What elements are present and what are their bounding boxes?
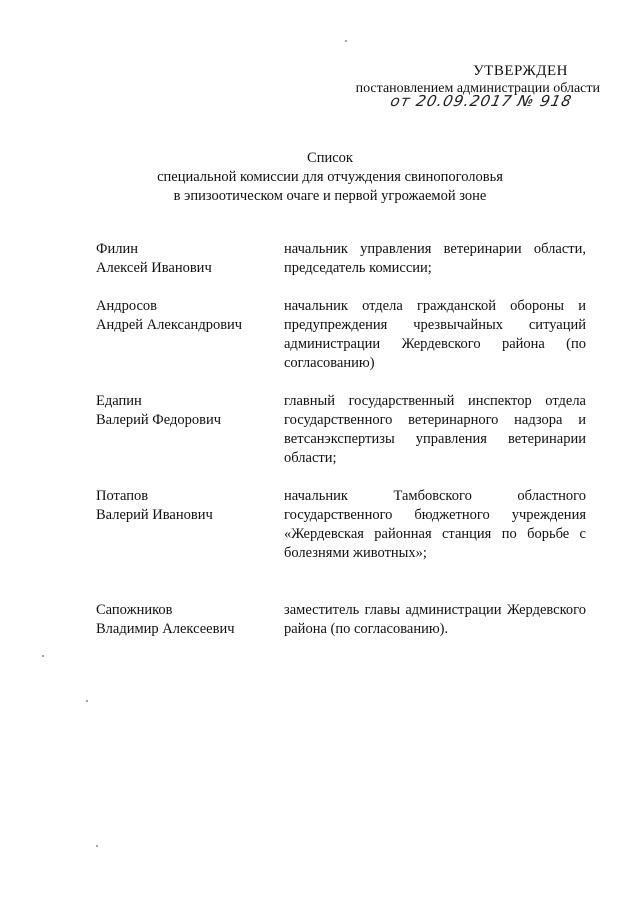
member-surname: Андросов [96,298,158,314]
member-given-names: Валерий Иванович [96,507,213,523]
member-role: начальник Тамбовского областного государственного бюджетного учреждения «Жердевская районная станция по борьбе с болезнями животных»; [284,488,586,561]
member-given-names: Валерий Федорович [96,412,222,428]
member-name [96,487,284,525]
member-entry [96,297,596,373]
member-name [96,601,284,639]
member-given-names: Алексей Иванович [96,260,212,276]
member-surname: Сапожников [96,602,173,618]
decree-line: постановлением администрации области [355,81,600,96]
member-role: заместитель главы администрации Жердевского района (по согласованию). [284,602,586,637]
member-role: главный государственный инспектор отдела государственного ветеринарного надзора и ветсанэкспертизы управления ветеринарии области; [284,393,586,466]
title-line-3: в эпизоотическом очаге и первой угрожаемой зоне [173,188,487,204]
member-entry [96,392,596,468]
member-name [96,392,284,430]
member-role: начальник управления ветеринарии области, председатель комиссии; [284,241,586,276]
member-surname: Едапин [96,393,142,409]
handwritten-date-number: от 20.09.2017 № 918 [388,92,574,110]
member-surname: Филин [96,241,138,257]
member-given-names: Андрей Александрович [96,317,243,333]
member-entry [96,240,596,278]
approval-stamp [330,62,600,110]
member-name [96,297,284,335]
member-name [96,240,284,278]
member-given-names: Владимир Алексеевич [96,621,235,637]
scan-speck [96,845,98,847]
member-entry [96,487,596,563]
scan-speck [345,40,347,42]
title-line-1: Список [307,150,353,166]
title-line-2: специальной комиссии для отчуждения свинопоголовья [157,169,503,185]
approved-heading: УТВЕРЖДЕН [473,63,568,79]
commission-member-list [96,240,596,639]
document-title [80,149,580,206]
member-role: начальник отдела гражданской обороны и предупреждения чрезвычайных ситуаций администрации Жердевского района (по согласованию) [284,298,586,371]
scan-speck [86,700,88,702]
scan-speck [42,655,44,657]
member-surname: Потапов [96,488,149,504]
member-entry [96,601,596,639]
